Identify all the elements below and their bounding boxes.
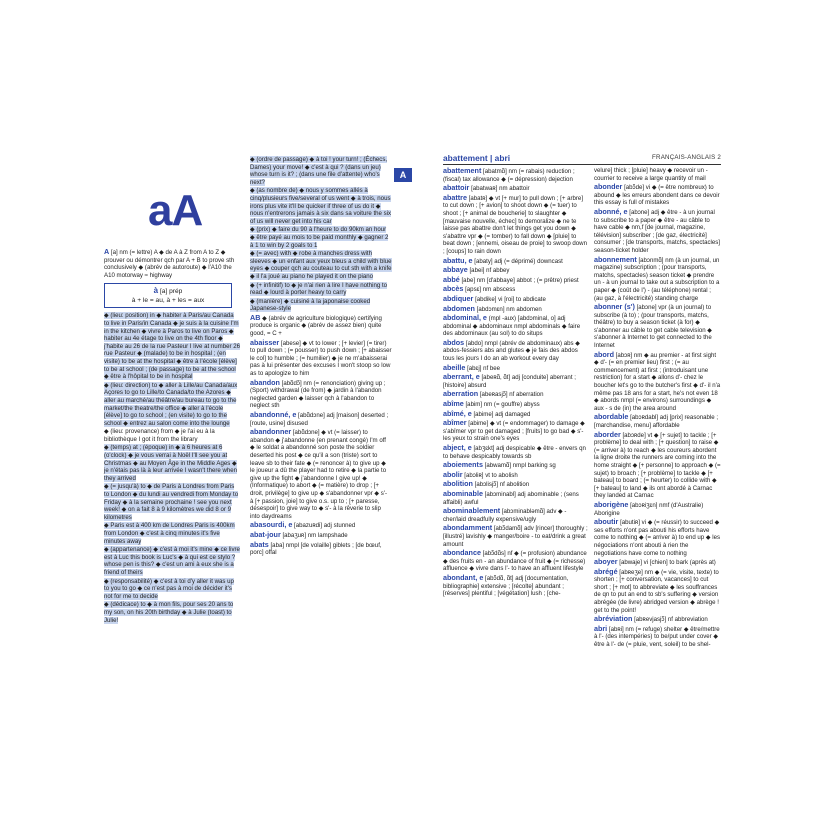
entry-headword: abîmer xyxy=(443,418,467,428)
entry-headword: abordable xyxy=(594,412,629,422)
entry-text: [abɔ̃dɑ̃, ɑ̃t] adj [documentation, bibliographie] extensive ; [récolte] abundant ; [réserves] plentiful ; [végétation] lush ; [che- xyxy=(443,574,569,598)
entry-text: [abʀevjasjɔ̃] nf abbreviation xyxy=(634,616,708,624)
entry-headword: aberration xyxy=(443,389,479,399)
dictionary-entry xyxy=(594,568,721,615)
entry-text: [abese] ◆ vt to lower ; [+ levier] (= tirer) to pull down ; (= pousser) to push down ; [+ abaisser le col] to humble ; (= humilier) ◆ je ne m'abaisserai pas à lui présenter des excuses I won't stoop so low as to apologize to him xyxy=(250,339,392,378)
column-a xyxy=(104,156,240,660)
entry-text: ◆ (appartenance) ◆ c'est à moi it's mine ◆ ce livre est à Luc this book is Luc's ◆ à qui est ce stylo ? whose pen is this? ◆ c'est un ami à eux she is a friend of theirs xyxy=(104,546,240,576)
dictionary-entry xyxy=(443,364,588,373)
entry-text: [abɔʀdabl] adj [prix] reasonable ; [marchandise, menu] affordable xyxy=(594,414,719,429)
dictionary-entry xyxy=(250,411,392,427)
dictionary-entry xyxy=(443,410,588,419)
entry-text: velure] thick ; [pluie] heavy ◆ recevoir un - courrier to receive a large quantity of mail xyxy=(594,167,708,182)
entry-text: ◆ (prix) ◆ faire du 90 à l'heure to do 90km an hour ◆ être payé au mois to be paid monthly ◆ gagner 2 à 1 to win by 2 goals to 1 xyxy=(250,226,389,249)
running-header: abattement | abri xyxy=(443,153,511,163)
entry-headword: abats xyxy=(250,539,269,549)
dictionary-entry xyxy=(443,461,588,470)
entry-headword: abbaye xyxy=(443,265,468,275)
entry-text: [aba] nmpl [de volaille] giblets ; [de bœuf, porc] offal xyxy=(250,541,382,557)
entry-text: [abeʀasjɔ̃] nf aberration xyxy=(479,391,544,399)
letter-tab: A xyxy=(394,168,412,182)
entry-headword: abonner (s') xyxy=(594,302,635,312)
entry-text: ◆ (as nombre de) ◆ nous y sommes allés à cinq/plusieurs five/several of us went ◆ à trois, nous irons plus vite it'll be quicker if three of us do it ◆ nous n'entrerons jamais à six dans sa voiture the six of us will never get into his car xyxy=(250,187,392,225)
dictionary-entry xyxy=(594,615,721,624)
dictionary-entry xyxy=(594,625,721,649)
entry-text: ◆ (= avec) with ◆ robe à manches dress with sleeves ◆ un enfant aux yeux bleus a child with blue eyes ◆ couper qch au couteau to cut sth with a knife ◆ il l'a joué au piano he played it on the piano xyxy=(250,250,392,280)
entry-headword: abri xyxy=(594,623,608,633)
dictionary-entry xyxy=(104,312,240,380)
entry-headword: abîmé, e xyxy=(443,408,472,418)
entry-headword: abrégé xyxy=(594,566,618,576)
dictionary-spread xyxy=(104,153,721,649)
dictionary-entry xyxy=(250,339,392,378)
entry-text: ◆ (abrév de agriculture biologique) certifying produce is organic ◆ (abrév de assez bien) quite good, = C + xyxy=(250,314,382,338)
entry-headword: abcès xyxy=(443,284,464,294)
entry-text: [abim] nm (= gouffre) abyss xyxy=(465,401,540,409)
dictionary-entry xyxy=(443,295,588,304)
entry-text: [abɔ̃damɑ̃] adv [rincer] thoroughly ; [illustré] lavishly ◆ manger/boire - to eat/drink a great amount xyxy=(443,525,588,548)
entry-headword: abbé xyxy=(443,274,460,284)
entry-text: ◆ (dédicace) to ◆ à mon fils, pour ses 20 ans to my son, on his 20th birthday ◆ à Julie (toast) to Julie! xyxy=(104,601,234,624)
dictionary-entry xyxy=(594,303,721,350)
entry-text: [abɛj] nf bee xyxy=(467,364,501,372)
entry-headword: abord xyxy=(594,349,614,359)
entry-headword: aboiements xyxy=(443,460,483,470)
entry-text: [abutiʀ] vi ◆ (= réussir) to succeed ◆ ses efforts n'ont pas abouti his efforts have come to nothing ◆ (= arriver à) to end up ◆ les négociations n'ont abouti à rien the negotiations have come to nothing xyxy=(594,519,721,557)
entry-headword: abattre xyxy=(443,192,467,202)
entry-text: [abɔʀ] nm ◆ au premier - at first sight ◆ d'- (= en premier lieu) first ; (= au commencement) at first ; (introduisant une restriction) for a start ◆ allons d'- chez le boucher let's go to the butcher's first ◆ d'- il n'a même pas 18 ans for a start, he's not even 18 ◆ abords nmpl (= environs) surroundings ◆ aux - s de (in) the area around xyxy=(594,351,721,412)
dictionary-entry xyxy=(594,501,721,517)
entry-text: [abatmɑ̃] nm (= rabais) reduction ; (fiscal) tax allowance ◆ (= dépression) dejection xyxy=(443,168,575,183)
dictionary-entry xyxy=(443,339,588,363)
entry-text: [abɑ̃dɔ̃] nm (= renonciation) giving up ; (Sport) withdrawal (de from) ◆ jardin à l'abandon neglected garden ◆ laisser qch à l'abandon to neglect sth xyxy=(250,379,386,410)
dictionary-entry xyxy=(443,184,588,193)
entry-headword: aborder xyxy=(594,429,621,439)
entry-headword: aborigène xyxy=(594,499,629,509)
dictionary-entry xyxy=(443,305,588,314)
entry-text: [abʀi] nm (= refuge) shelter ◆ être/mettre à l'- (des intempéries) to be/put under cover ◆ être à l'- de (= pluie, vent, soleil) to be shel- xyxy=(594,625,720,649)
entry-headword: abeille xyxy=(443,362,466,372)
entry-text: [abɔʀiʒɛn] nmf (d'Australie) Aborigine xyxy=(594,501,704,517)
entry-text: [abʀeʒe] nm ◆ (= vie, visite, texte) to shorten ; [+ conversation, vacances] to cut short ; [+ mot] to abbreviate ◆ les souffrances de qn to put an end to sb's suffering ◆ version abrégée (de livre) abridged version ◆ abrège ! get to the point! xyxy=(594,568,719,614)
dictionary-entry xyxy=(250,226,392,249)
column-b xyxy=(250,156,392,660)
box-gram: [a] prép xyxy=(159,288,183,296)
entry-headword: abdiquer xyxy=(443,293,474,303)
entry-text: [abɔne] vpr (à un journal) to subscribe (à to) ; (pour transports, matchs, théâtre) to buy a season ticket (à for) ◆ s'abonner au câble to get cable television ◆ s'abonner à Internet to get connected to the Internet xyxy=(594,304,712,350)
dictionary-entry xyxy=(443,419,588,443)
entry-headword: abondamment xyxy=(443,523,493,533)
dictionary-entry xyxy=(250,428,392,520)
entry-headword: A xyxy=(104,247,110,256)
entry-headword: abdomen xyxy=(443,303,475,313)
entry-text: [abɔ̃dɑ̃s] nf ◆ (= profusion) abundance ◆ des fruits en - an abundance of fruit ◆ (= richesse) affluence ◆ vivre dans l'- to have an affluent lifestyle xyxy=(443,550,587,573)
entry-headword: abîme xyxy=(443,399,464,409)
entry-text: ◆ (+ infinitif) to ◆ je n'ai rien à lire I have nothing to read ◆ lourd à porter heavy to carry xyxy=(250,281,388,297)
entry-text: ◆ (lieu: provenance) from ◆ je l'ai eu à la bibliothèque I got it from the library xyxy=(104,428,215,443)
entry-text: ◆ (manière) ◆ cuisiné à la japonaise cooked Japanese-style xyxy=(250,297,371,313)
entry-text: [abatʀ] ◆ vt [+ mur] to pull down ; [+ arbre] to cut down ; [+ avion] to shoot down ◆ (= tuer) to shoot ; [+ animal de boucherie] to slaughter ◆ [mauvaise nouvelle, échec] to demoralize ◆ ne te laisse pas abattre don't let things get you down ◆ s'abattre vpr ◆ (= tomber) to fall down ◆ [pluie] to beat down ; [ennemi, oiseau de proie] to swoop down ; [coups] to rain down xyxy=(443,194,587,255)
column-c-entries xyxy=(443,156,588,599)
dictionary-entry xyxy=(594,183,721,207)
column-c xyxy=(443,156,588,646)
entry-headword: abondance xyxy=(443,548,481,558)
dictionary-entry xyxy=(443,285,588,294)
entry-headword: abolir xyxy=(443,469,463,479)
entry-text: [abʒɛkt] adj despicable ◆ être - envers qn to behave despicably towards sb xyxy=(443,445,586,460)
dictionary-entry xyxy=(443,574,588,598)
dictionary-entry xyxy=(443,194,588,256)
dictionary-entry xyxy=(594,167,721,182)
dictionary-entry xyxy=(250,298,392,313)
dictionary-entry xyxy=(594,256,721,303)
entry-headword: abattoir xyxy=(443,183,470,193)
entry-headword: abolition xyxy=(443,479,473,489)
entry-text: [abime] ◆ vt (= endommager) to damage ◆ s'abîmer vpr to get damaged ; [fruits] to go bad ◆ s'- les yeux to strain one's eyes xyxy=(443,420,585,443)
dictionary-entry xyxy=(443,266,588,275)
entry-text: [abɑ̃dɔne] ◆ vt (= laisser) to abandon ◆ j'abandonne (en prenant congé) I'm off ◆ le soldat a abandonné son poste the soldier deserted his post ◆ ce qu'il a son (triste) sort to leave sb to their fate ◆ (= renoncer à) to give up ◆ le joueur a dû the player had to retire ◆ la partie to give up the fight ◆ j'abandonne I give up! ◆ (Informatique) to abort ◆ (= matière) to drop ; [+ droit, privilège] to give up ◆ s'abandonner vpr ◆ s'- à [+ passion, joie] to give o.s. up to ; [+ paresse, désespoir] to give way to ◆ s'- à la rêverie to slip into daydreams xyxy=(250,429,388,520)
section-letter: aA xyxy=(148,186,203,235)
entry-text: [abɔ̃de] vi ◆ (= être nombreux) to abound ◆ les erreurs abondent dans ce devoir this essay is full of mistakes xyxy=(594,184,720,207)
entry-headword: abonnement xyxy=(594,254,637,264)
entry-text: [abɔlisjɔ̃] nf abolition xyxy=(474,481,530,489)
entry-text: [abei] nf abbey xyxy=(469,267,510,275)
entry-text: ◆ Paris est à 400 km de Londres Paris is 400km from London ◆ c'est à cinq minutes it's five minutes away xyxy=(104,522,235,545)
entry-headword: aboyer xyxy=(594,557,618,567)
dictionary-entry xyxy=(104,382,240,428)
dictionary-entry xyxy=(104,601,240,624)
entry-text: [abwaje] vi [chien] to bark (après at) xyxy=(619,559,716,567)
entry-headword: aberrant, e xyxy=(443,372,480,382)
language-label: FRANÇAIS-ANGLAIS xyxy=(652,154,716,161)
box-word: à xyxy=(153,286,159,296)
dictionary-entry xyxy=(443,257,588,266)
entry-headword: abject, e xyxy=(443,443,472,452)
column-d-entries xyxy=(594,156,721,650)
entry-text: [abime] adj damaged xyxy=(473,410,531,418)
dictionary-entry xyxy=(250,531,392,540)
dictionary-entry xyxy=(250,314,392,338)
dictionary-entry xyxy=(443,373,588,389)
entry-headword: abaisser xyxy=(250,337,280,347)
entry-text: [abe] nm [d'abbaye] abbot ; (= prêtre) priest xyxy=(461,276,579,284)
entry-headword: abandon xyxy=(250,377,280,387)
entry-text: ◆ (lieu: position) in ◆ habiter à Paris/au Canada to live in Paris/in Canada ◆ je suis à la cuisine I'm in the kitchen ◆ vivre à Paros to live on Paros ◆ habiter au 4e étage to live on the 4th floor ◆ j'habite au 26 de la rue Pasteur I live at number 26 rue Pasteur ◆ (malade) to be in hospital ; (en visite) to be at the hospital ◆ être à l'école [élève] to be at school ; (de passage) to be at the school ◆ être à l'hôpital to be in hospital xyxy=(104,312,240,381)
entry-text: [abɔminabləmɑ̃] adv ◆ - cher/laid dreadfully expensive/ugly xyxy=(443,508,567,523)
dictionary-entry xyxy=(104,444,240,482)
entry-text: (mpl -aux) [abdɔminal, o] adj abdominal ◆ abdominaux nmpl abdominals ◆ faire des abdominaux (au sol) to do situps xyxy=(443,315,581,338)
entry-text: [abdike] vi [roi] to abdicate xyxy=(475,295,546,303)
page-number: 2 xyxy=(717,154,721,161)
dictionary-entry xyxy=(443,549,588,573)
dictionary-entry xyxy=(443,480,588,489)
dictionary-entry xyxy=(594,413,721,429)
dictionary-entry xyxy=(443,314,588,338)
preposition-box xyxy=(104,283,232,308)
entry-text: [abazuʀdi] adj stunned xyxy=(294,522,356,530)
entry-text: ◆ (= jusqu'à) to ◆ de Paris à Londres from Paris to London ◆ du lundi au vendredi from Monday to Friday ◆ à la semaine prochaine ! see you next week! ◆ on a fait 8 à 9 kilomètres we did 8 or 9 kilometres xyxy=(104,483,239,521)
entry-headword: aboutir xyxy=(594,517,619,527)
dictionary-entry xyxy=(104,483,240,521)
dictionary-entry xyxy=(594,351,721,413)
entry-text: [abɔʀde] vt ◆ [+ sujet] to tackle ; [+ problème] to deal with ; [+ question] to raise ◆ (= arriver à) to reach ◆ les coureurs abordent la ligne droite the runners are coming into the home straight ◆ [+ personne] to approach ◆ (= sujet) to broach ; [+ problème] to tackle ◆ [+ bateau] to board ; (= heurter) to collide with ◆ [+ bateau] to land ◆ ils ont abordé à Carnac they landed at Carnac xyxy=(594,431,721,500)
dictionary-entry xyxy=(594,431,721,500)
entry-headword: abattement xyxy=(443,166,482,175)
dictionary-entry xyxy=(250,282,392,297)
entry-headword: abattu, e xyxy=(443,255,473,265)
entry-text: [a] nm (= lettre) A ◆ de A à Z from A to Z ◆ prouver ou démontrer qch par A + B to prove sth conclusively ◆ (abrév de autoroute) ◆ l'A10 the A10 motorway ≈ highway xyxy=(104,249,235,279)
dictionary-entry xyxy=(250,521,392,530)
dictionary-entry xyxy=(443,490,588,506)
entry-headword: AB xyxy=(250,312,261,322)
dictionary-entry xyxy=(250,187,392,225)
entry-text: [abwamɑ̃] nmpl barking sg xyxy=(484,462,556,470)
entry-text: [abɑ̃dɔne] adj [maison] deserted ; [route, usine] disused xyxy=(250,412,389,427)
dictionary-entry xyxy=(104,428,240,443)
entry-headword: abréviation xyxy=(594,614,633,624)
entry-text: [apsɛ] nm abscess xyxy=(465,286,516,294)
dictionary-entry xyxy=(250,379,392,410)
entry-text: [abatwaʀ] nm abattoir xyxy=(471,185,530,193)
dictionary-entry xyxy=(104,522,240,545)
entry-headword: abandonné, e xyxy=(250,410,297,419)
entry-text: [abeʀɑ̃, ɑ̃t] adj [conduite] aberrant ; [histoire] absurd xyxy=(443,374,576,389)
dictionary-entry xyxy=(104,546,240,576)
dictionary-entry xyxy=(104,248,240,279)
entry-text: [abɔnmɑ̃] nm (à un journal, un magazine) subscription ; (pour transports, matchs, spectacles) season ticket ◆ prendre un - à un journal to take out a subscription to a paper ◆ (coût de l') - (au téléphone) rental ; (au gaz, à l'électricité) standing charge xyxy=(594,256,720,302)
entry-text: ◆ (responsabilité) ◆ c'est à toi d'y aller it was up to you to go ◆ ce n'est pas à moi de décider it's not for me to decide xyxy=(104,577,234,600)
entry-headword: abondant, e xyxy=(443,572,484,582)
dictionary-entry xyxy=(443,400,588,409)
column-a-entries xyxy=(104,248,240,625)
entry-headword: abdos xyxy=(443,337,465,347)
column-d xyxy=(594,156,721,649)
dictionary-entry xyxy=(443,444,588,460)
dictionary-entry xyxy=(250,541,392,557)
entry-text: [abɔliʀ] vt to abolish xyxy=(464,471,518,479)
column-b-entries xyxy=(250,156,392,558)
entry-text: ◆ (temps) at ; (époque) in ◆ à 6 heures at 6 (o'clock) ◆ je vous verrai à Noël I'll see you at Christmas ◆ au Moyen Âge in the Middle Ages ◆ je n'étais pas là à leur arrivée I wasn't there when they arrived xyxy=(104,444,238,482)
entry-text: [abɔne] adj ◆ être - à un journal to subscribe to a paper ◆ être - au câble to have cable ◆ nm,f [de journal, magazine, télévision] subscriber ; [de gaz, électricité] consumer ; [de transports, matchs, spectacles] season-ticket holder xyxy=(594,208,720,254)
entry-text: [abdɔmɛn] nm abdomen xyxy=(476,305,542,313)
dictionary-entry xyxy=(443,524,588,548)
dictionary-entry xyxy=(443,167,588,183)
entry-text: [abaty] adj (= déprimé) downcast xyxy=(474,257,563,265)
entry-text: [abaʒuʀ] nm lampshade xyxy=(282,531,348,539)
entry-headword: abdominal, e xyxy=(443,313,487,323)
dictionary-entry xyxy=(104,578,240,601)
dictionary-entry xyxy=(443,276,588,285)
entry-headword: abonné, e xyxy=(594,206,628,216)
entry-headword: abat-jour xyxy=(250,529,281,539)
entry-headword: abasourdi, e xyxy=(250,520,293,530)
dictionary-entry xyxy=(250,250,392,280)
entry-headword: abonder xyxy=(594,182,623,192)
dictionary-entry xyxy=(443,390,588,399)
entry-text: ◆ (ordre de passage) ◆ à toi ! your turn! ; (Échecs, Dames) your move! ◆ c'est à qui ? (dans un jeu) whose turn is it? ; (dans une file d'attente) who's next? xyxy=(250,156,388,186)
dictionary-entry xyxy=(594,208,721,255)
entry-text: [abdo] nmpl (abrév de abdominaux) abs ◆ abdos-fessiers abs and glutes ◆ je fais des abdos tous les jours I do an ab workout every day xyxy=(443,339,580,363)
dictionary-entry xyxy=(443,471,588,480)
dictionary-entry xyxy=(443,507,588,523)
entry-headword: abominablement xyxy=(443,506,501,516)
dictionary-entry xyxy=(250,156,392,186)
dictionary-entry xyxy=(594,518,721,557)
entry-headword: abandonner xyxy=(250,427,292,437)
box-line: à + le = au, à + les = aux xyxy=(131,297,205,305)
entry-headword: abominable xyxy=(443,488,483,498)
dictionary-entry xyxy=(594,558,721,567)
entry-text: [abɔminabl] adj abominable ; (sens affaibli) awful xyxy=(443,490,579,506)
entry-text: ◆ (lieu: direction) to ◆ aller à Lille/au Canada/aux Açores to go to Lille/to Canada/to the Azores ◆ aller au marché/au théâtre/au bureau to go to the market/the theatre/the office ◆ aller à l'école [élève] to go to school ; (en visite) to go to the school ◆ entrez au salon come into the lounge xyxy=(104,381,238,427)
